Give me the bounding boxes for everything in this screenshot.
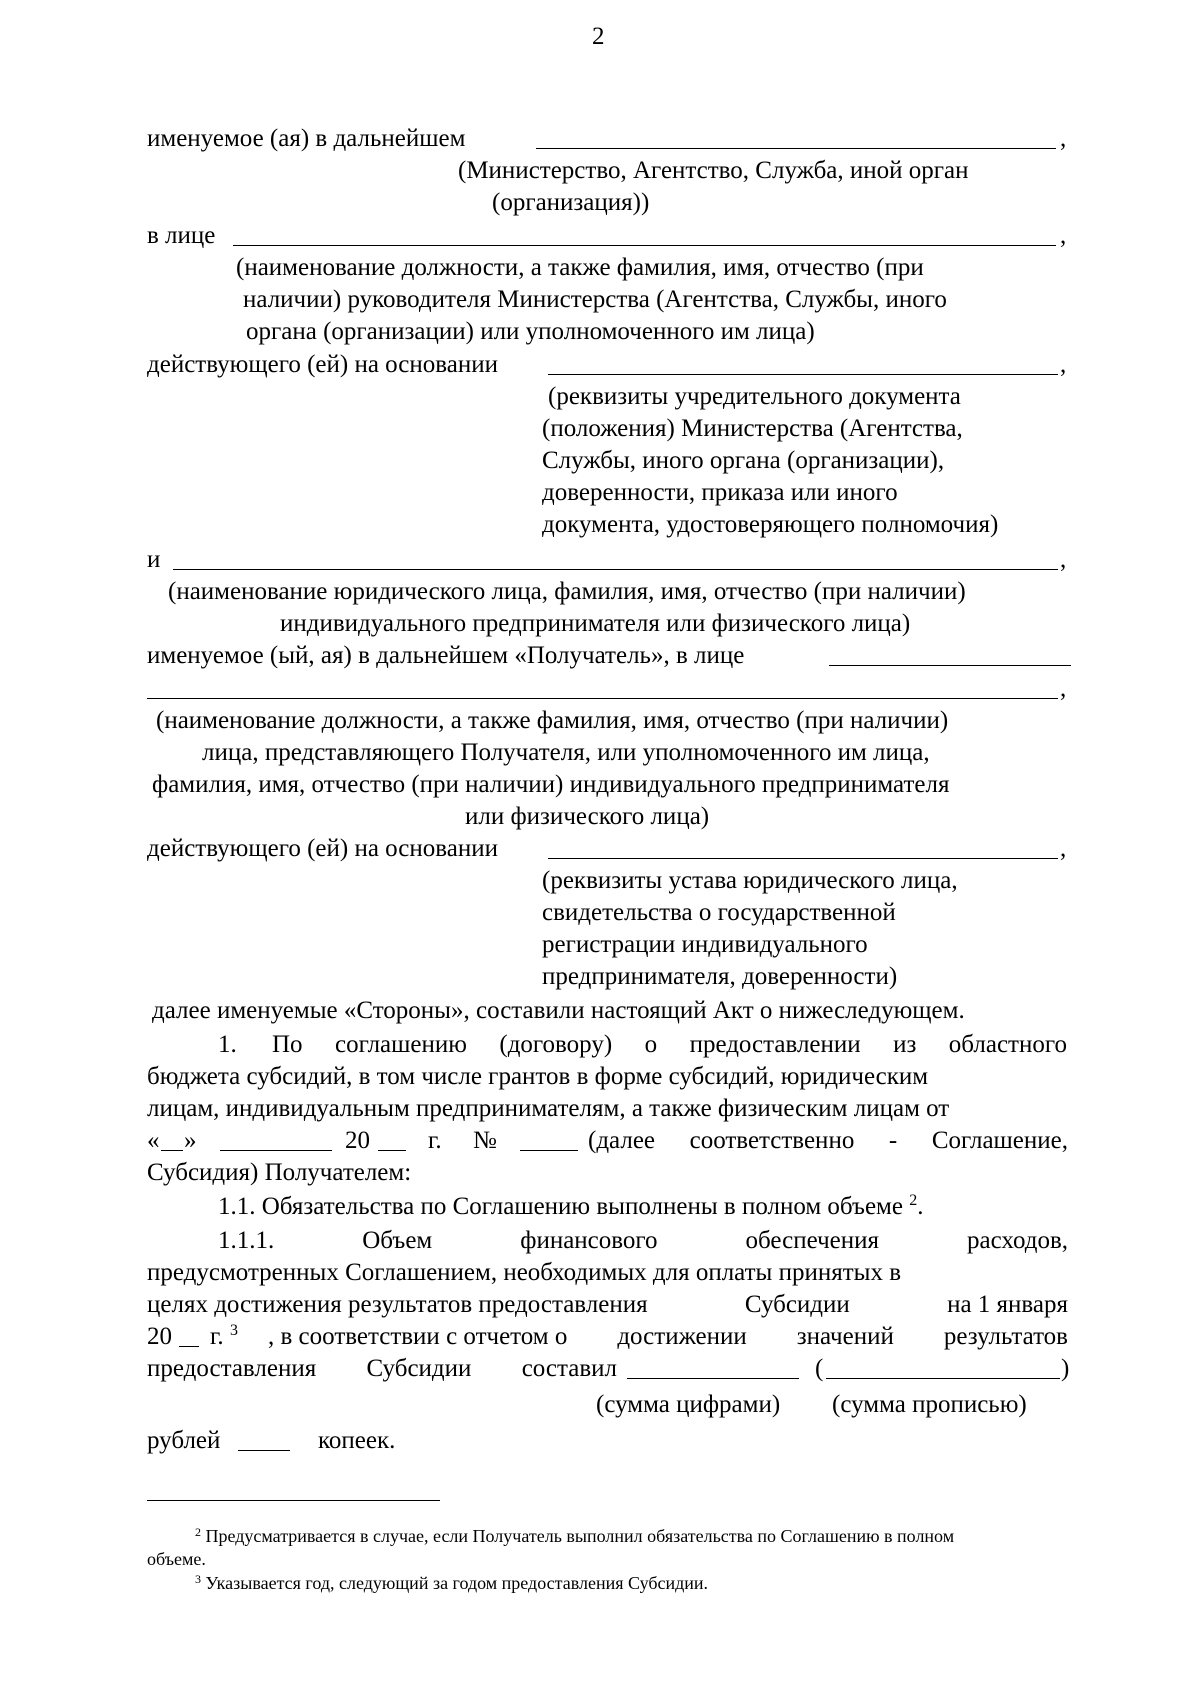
recipient-person-field[interactable]: [829, 665, 1071, 666]
hint-line: Службы, иного органа (организации),: [542, 447, 945, 474]
page-number: 2: [592, 23, 605, 50]
named-as-field[interactable]: [536, 148, 1056, 149]
p1-year: 20: [345, 1127, 370, 1154]
month-field[interactable]: [220, 1150, 332, 1151]
hint-amount-digits: (сумма цифрами): [596, 1391, 781, 1418]
recipient-basis-comma: ,: [1060, 835, 1067, 862]
hint-line: доверенности, приказа или иного: [542, 479, 898, 506]
hint-line: (наименование юридического лица, фамилия, имя, отчество (при наличии): [168, 578, 966, 605]
named-as-comma: ,: [1060, 125, 1067, 152]
amount-close-paren: ): [1061, 1355, 1070, 1382]
acting-basis-label: действующего (ей) на основании: [147, 351, 498, 378]
hint-line: (организация)): [492, 189, 650, 216]
amount-words-field[interactable]: [826, 1378, 1060, 1379]
representative-comma: ,: [1060, 675, 1067, 702]
named-as-label: именуемое (ая) в дальнейшем: [147, 125, 466, 152]
report-year-field[interactable]: [179, 1346, 199, 1347]
p1-line3: лицам, индивидуальным предпринимателям, а также физическим лицам от: [147, 1095, 950, 1122]
hint-line: (реквизиты учредительного документа: [548, 383, 961, 410]
hint-line: свидетельства о государственной: [542, 899, 896, 926]
hint-line: документа, удостоверяющего полномочия): [542, 511, 999, 538]
hint-amount-words: (сумма прописью): [832, 1391, 1027, 1418]
p11-line: 1.1. Обязательства по Соглашению выполнены в полном объеме $^2$.: [218, 1192, 924, 1220]
recipient-basis-field[interactable]: [548, 858, 1058, 859]
p1-line5: Субсидия) Получателем:: [147, 1159, 412, 1186]
hint-line: фамилия, имя, отчество (при наличии) индивидуального предпринимателя: [152, 771, 950, 798]
hint-line: (реквизиты устава юридического лица,: [542, 867, 958, 894]
amount-open-paren: (: [815, 1355, 824, 1382]
in-person-field[interactable]: [233, 245, 1056, 246]
number-field[interactable]: [520, 1150, 578, 1151]
year-field[interactable]: [378, 1150, 406, 1151]
hint-line: (положения) Министерства (Агентства,: [542, 415, 963, 442]
footnote-2-cont: объеме.: [147, 1549, 206, 1569]
recipient-representative-field[interactable]: [147, 698, 1058, 699]
p1-line4-rest: (далее соответственно - Соглашение,: [588, 1127, 1068, 1154]
acting-basis-comma: ,: [1060, 351, 1067, 378]
amount-digits-field[interactable]: [627, 1378, 799, 1379]
kopecks-label: копеек.: [318, 1427, 396, 1454]
p1-date-close: »: [184, 1127, 197, 1154]
p1-line2: бюджета субсидий, в том числе грантов в форме субсидий, юридическим: [147, 1063, 929, 1090]
p111-line5: предоставления Субсидии составил: [147, 1355, 617, 1382]
p1-g: г.: [428, 1127, 442, 1154]
p1-no: №: [473, 1127, 497, 1154]
hint-line: или физического лица): [465, 803, 710, 830]
p111-g: г. $^3$: [210, 1322, 238, 1350]
second-party-field[interactable]: [173, 569, 1058, 570]
acting-basis-field[interactable]: [548, 374, 1058, 375]
p111-line2: предусмотренных Соглашением, необходимых для оплаты принятых в: [147, 1259, 902, 1286]
hint-line: (наименование должности, а также фамилия, имя, отчество (при наличии): [156, 707, 949, 734]
p1-date-open: «: [147, 1127, 160, 1154]
p111-line3: целях достижения результатов предоставления Субсидии на 1 января: [147, 1291, 1068, 1318]
p1-number: 1.: [218, 1031, 237, 1058]
hint-line: индивидуального предпринимателя или физического лица): [280, 610, 911, 637]
footnote-3: $^3$ Указывается год, следующий за годом предоставления Субсидии.: [195, 1572, 709, 1593]
in-person-comma: ,: [1060, 222, 1067, 249]
rubles-label: рублей: [147, 1427, 221, 1454]
second-party-comma: ,: [1060, 546, 1067, 573]
intro-line: далее именуемые «Стороны», составили настоящий Акт о нижеследующем.: [152, 997, 965, 1024]
and-label: и: [147, 546, 161, 573]
hint-line: лица, представляющего Получателя, или уполномоченного им лица,: [202, 739, 930, 766]
day-field[interactable]: [161, 1150, 183, 1151]
kopecks-field[interactable]: [238, 1450, 290, 1451]
p111-line1: 1.1.1. Объем финансового обеспечения расходов,: [218, 1227, 1068, 1254]
hint-line: (наименование должности, а также фамилия, имя, отчество (при: [236, 254, 924, 281]
footnote-divider: [147, 1500, 440, 1501]
hint-line: регистрации индивидуального: [542, 931, 868, 958]
hint-line: наличии) руководителя Министерства (Агентства, Службы, иного: [243, 286, 947, 313]
p111-line4-rest: , в соответствии с отчетом о достижении значений результатов: [268, 1323, 1068, 1350]
hint-line: предпринимателя, доверенности): [542, 963, 898, 990]
in-person-label: в лице: [147, 222, 216, 249]
hint-line: (Министерство, Агентство, Служба, иной орган: [458, 157, 969, 184]
recipient-label: именуемое (ый, ая) в дальнейшем «Получатель», в лице: [147, 642, 745, 669]
p111-year: 20: [147, 1323, 172, 1350]
footnote-2: $^2$ Предусматривается в случае, если Получатель выполнил обязательства по Соглашению в полном: [195, 1525, 955, 1546]
p1-line1: По соглашению (договору) о предоставлении из областного: [272, 1031, 1067, 1058]
recipient-basis-label: действующего (ей) на основании: [147, 835, 498, 862]
hint-line: органа (организации) или уполномоченного им лица): [246, 318, 815, 345]
